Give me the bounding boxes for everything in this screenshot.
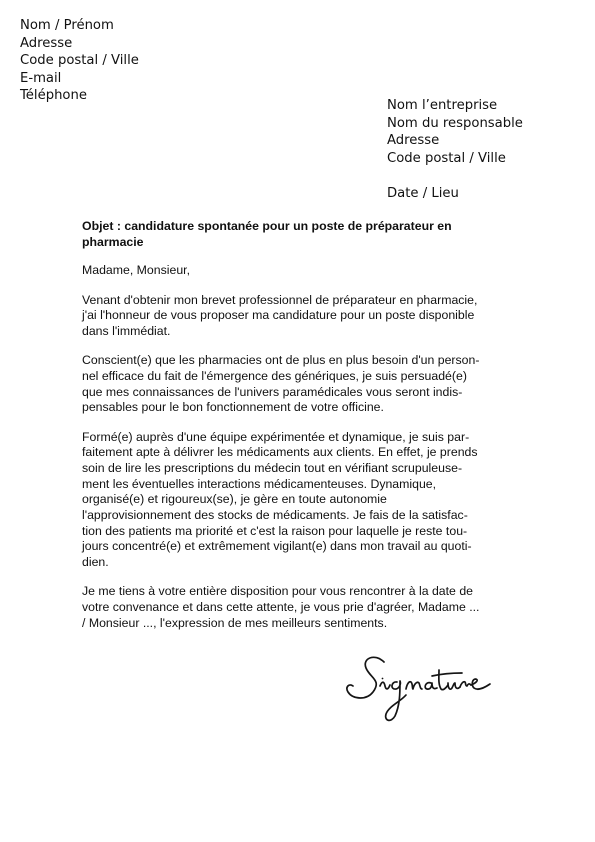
paragraph-line: ment les éventuelles interactions médicamenteuses. Dynamique, bbox=[82, 476, 437, 491]
date-place: Date / Lieu bbox=[387, 186, 459, 201]
paragraph-motivation bbox=[82, 353, 512, 416]
paragraph-line: j'ai l'honneur de vous proposer ma candidature pour un poste disponible bbox=[82, 308, 475, 323]
paragraph-line: organisé(e) et rigoureux(se), je gère en toute autonomie bbox=[82, 492, 387, 507]
salutation-text: Madame, Monsieur, bbox=[82, 263, 190, 278]
recipient-address: Adresse bbox=[387, 133, 440, 148]
paragraph-line: pensables pour le bon fonctionnement de votre officine. bbox=[82, 400, 384, 415]
paragraph-line: dien. bbox=[82, 555, 109, 570]
letter-body bbox=[82, 219, 512, 645]
paragraph-line: votre convenance et dans cette attente, je vous prie d'agréer, Madame ... bbox=[82, 600, 480, 615]
paragraph-line: Formé(e) auprès d'une équipe expérimentée et dynamique, je suis par- bbox=[82, 429, 470, 444]
subject-line-2: pharmacie bbox=[82, 234, 144, 249]
paragraph-line: soin de lire les prescriptions du médecin tout en vérifiant scrupuleuse- bbox=[82, 460, 463, 475]
paragraph-line: nel efficace du fait de l'émergence des génériques, je suis persuadé(e) bbox=[82, 368, 467, 383]
sender-phone: Téléphone bbox=[20, 88, 87, 103]
recipient-postal-city: Code postal / Ville bbox=[387, 150, 506, 166]
paragraph-line: l'approvisionnement des stocks de médicaments. Je fais de la satisfac- bbox=[82, 508, 468, 523]
subject-line-1: Objet : candidature spontanée pour un poste de préparateur en bbox=[82, 219, 452, 233]
paragraph-line: dans l'immédiat. bbox=[82, 324, 171, 339]
sender-email: E-mail bbox=[20, 70, 62, 86]
subject-line bbox=[82, 219, 512, 250]
recipient-block bbox=[387, 97, 523, 167]
recipient-company: Nom l’entreprise bbox=[387, 98, 498, 113]
paragraph-line: Conscient(e) que les pharmacies ont de plus en plus besoin d'un person- bbox=[82, 353, 480, 368]
sender-postal-city: Code postal / Ville bbox=[20, 53, 139, 68]
paragraph-line: faitement apte à délivrer les médicaments aux clients. En effet, je prends bbox=[82, 445, 478, 460]
recipient-manager: Nom du responsable bbox=[387, 115, 523, 131]
paragraph-line: jours concentré(e) et extrêmement vigilant(e) dans mon travail au quoti- bbox=[82, 539, 472, 554]
handwritten-signature bbox=[340, 650, 500, 730]
paragraph-experience bbox=[82, 430, 512, 571]
sender-name: Nom / Prénom bbox=[20, 18, 114, 33]
paragraph-intro bbox=[82, 293, 512, 340]
paragraph-line: que mes connaissances de l'univers paramédicales vous seront indis- bbox=[82, 384, 463, 399]
paragraph-line: Venant d'obtenir mon brevet professionnel de préparateur en pharmacie, bbox=[82, 292, 478, 307]
paragraph-line: tion des patients ma priorité et c'est la raison pour laquelle je reste tou- bbox=[82, 523, 468, 538]
paragraph-closing bbox=[82, 584, 512, 631]
sender-address: Adresse bbox=[20, 35, 73, 51]
sender-block bbox=[20, 17, 139, 105]
paragraph-line: / Monsieur ..., l'expression de mes meilleurs sentiments. bbox=[82, 615, 388, 630]
paragraph-line: Je me tiens à votre entière disposition pour vous rencontrer à la date de bbox=[82, 584, 473, 599]
salutation bbox=[82, 263, 512, 279]
